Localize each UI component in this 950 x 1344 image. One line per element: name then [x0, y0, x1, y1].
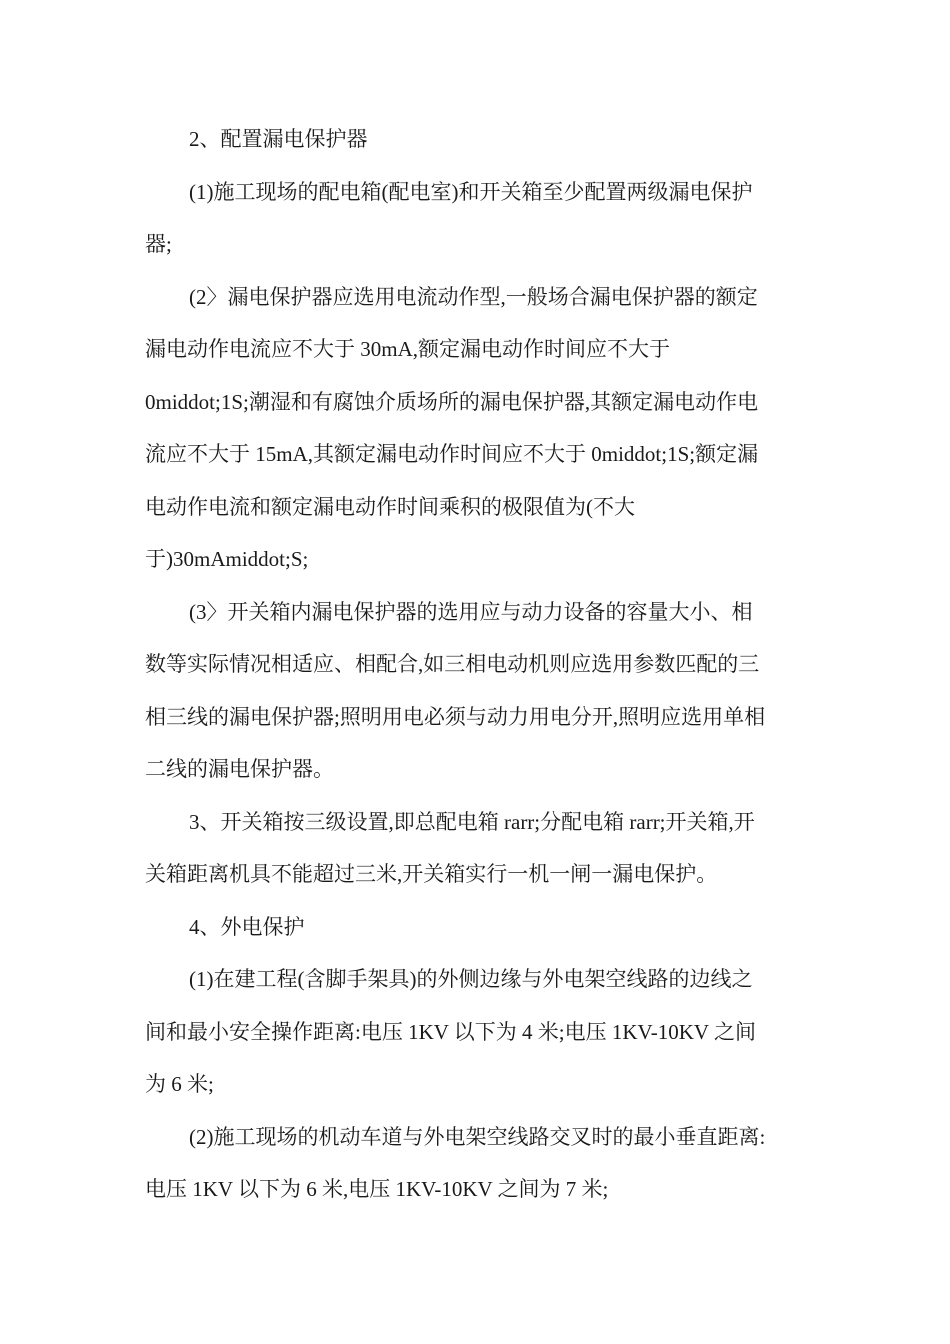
text-line: 为 6 米;: [145, 1072, 214, 1096]
text-line: 4、外电保护: [189, 914, 305, 939]
text-line: (2〉漏电保护器应选用电流动作型,一般场合漏电保护器的额定: [189, 284, 758, 309]
paragraph-item-3: [145, 586, 810, 796]
paragraph-item-2: [145, 271, 810, 586]
text-line: 相三线的漏电保护器;照明用电必须与动力用电分开,照明应选用单相: [145, 704, 766, 729]
text-line: (2)施工现场的机动车道与外电架空线路交叉时的最小垂直距离:: [189, 1124, 766, 1149]
paragraph-item-4-2: [145, 1111, 810, 1216]
paragraph-heading-3: [145, 796, 810, 901]
text-line: 电压 1KV 以下为 6 米,电压 1KV-10KV 之间为 7 米;: [145, 1177, 609, 1201]
text-line: 器;: [145, 232, 172, 256]
text-line: 数等实际情况相适应、相配合,如三相电动机则应选用参数匹配的三: [145, 652, 760, 676]
text-line: 关箱距离机具不能超过三米,开关箱实行一机一闸一漏电保护。: [145, 862, 718, 886]
text-line: 0middot;1S;潮湿和有腐蚀介质场所的漏电保护器,其额定漏电动作电: [145, 389, 759, 414]
text-line: 于)30mAmiddot;S;: [145, 547, 309, 571]
text-line: 二线的漏电保护器。: [145, 757, 334, 781]
text-line: 3、开关箱按三级设置,即总配电箱 rarr;分配电箱 rarr;开关箱,开: [189, 809, 755, 834]
paragraph-heading-4: [145, 901, 810, 954]
text-line: 电动作电流和额定漏电动作时间乘积的极限值为(不大: [145, 494, 635, 519]
document-body: [145, 113, 810, 1216]
text-line: 流应不大于 15mA,其额定漏电动作时间应不大于 0middot;1S;额定漏: [145, 442, 759, 466]
paragraph-heading-2: [145, 113, 810, 166]
text-line: 2、配置漏电保护器: [189, 127, 368, 151]
text-line: (1)在建工程(含脚手架具)的外侧边缘与外电架空线路的边线之: [189, 967, 753, 991]
paragraph-item-1: [145, 166, 810, 271]
text-line: (3〉开关箱内漏电保护器的选用应与动力设备的容量大小、相: [189, 599, 753, 624]
text-line: 间和最小安全操作距离:电压 1KV 以下为 4 米;电压 1KV-10KV 之间: [145, 1019, 756, 1044]
text-line: 漏电动作电流应不大于 30mA,额定漏电动作时间应不大于: [145, 337, 670, 361]
paragraph-item-4-1: [145, 953, 810, 1111]
text-line: (1)施工现场的配电箱(配电室)和开关箱至少配置两级漏电保护: [189, 179, 753, 204]
